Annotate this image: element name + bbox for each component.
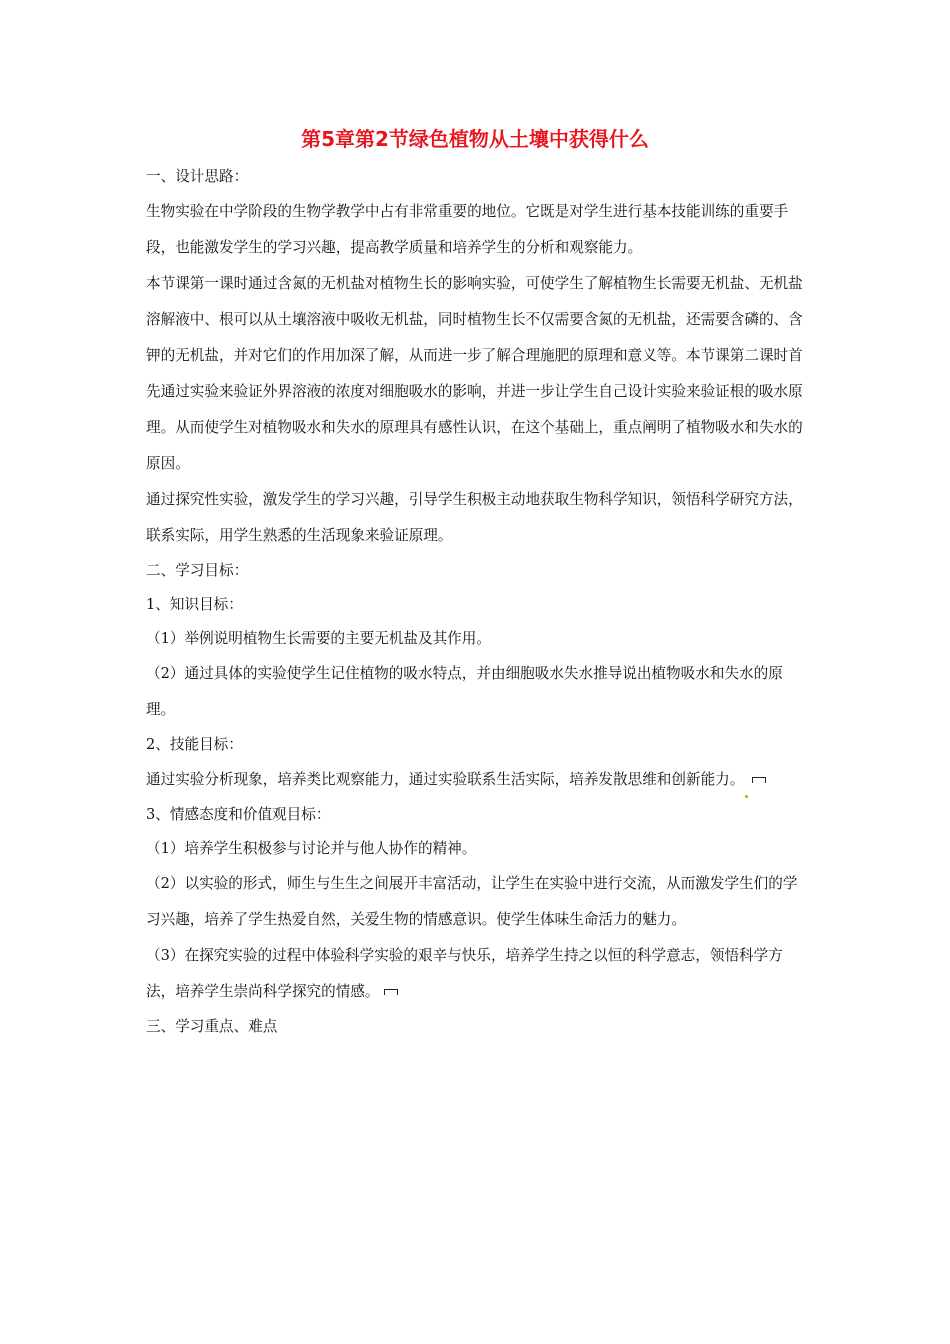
attitude-item-1: （1）培养学生积极参与讨论并与他人协作的精神。 <box>146 840 477 857</box>
paragraph-intro: 生物实验在中学阶段的生物学教学中占有非常重要的地位。它既是对学生进行基本技能训练的重要手段，也能激发学生的学习兴趣，提高教学质量和培养学生的分析和观察能力。 <box>146 203 789 256</box>
subheading-knowledge: 1、知识目标： <box>146 596 243 613</box>
paragraph-lesson-plan: 本节课第一课时通过含氮的无机盐对植物生长的影响实验，可使学生了解植物生长需要无机盐、无机盐溶解液中、根可以从土壤溶液中吸收无机盐，同时植物生长不仅需要含氮的无机盐，还需要含磷的、含钾的无机盐，并对它们的作用加深了解，从而进一步了解合理施肥的原理和意义等。本节课第二课时首先通过实验来验证外界溶液的浓度对细胞吸水的影响，并进一步让学生自己设计实验来验证根的吸水原理。从而使学生对植物吸水和失水的原理具有感性认识，在这个基础上，重点阐明了植物吸水和失水的原因。 <box>146 275 803 472</box>
knowledge-item-2: （2）通过具体的实验使学生记住植物的吸水特点，并由细胞吸水失水推导说出植物吸水和失水的原理。 <box>146 665 783 718</box>
paragraph-skills <box>146 762 810 798</box>
page-title: 第5章第2节绿色植物从土壤中获得什么 <box>301 127 649 151</box>
yellow-dot-mark <box>745 795 748 798</box>
section-heading-focus: 三、学习重点、难点 <box>146 1018 278 1035</box>
section-heading-goals: 二、学习目标： <box>146 562 249 579</box>
attitude-item-3-text: （3）在探究实验的过程中体验科学实验的艰辛与快乐，培养学生持之以恒的科学意志，领悟科学方法，培养学生崇尚科学探究的情感。 <box>146 947 783 1000</box>
knowledge-item-1: （1）举例说明植物生长需要的主要无机盐及其作用。 <box>146 630 491 647</box>
subheading-attitude: 3、情感态度和价值观目标： <box>146 806 331 823</box>
section-heading-design: 一、设计思路： <box>146 168 249 185</box>
attitude-item-2: （2）以实验的形式，师生与生生之间展开丰富活动，让学生在实验中进行交流，从而激发学生们的学习兴趣，培养了学生热爱自然，关爱生物的情感意识。使学生体味生命活力的魅力。 <box>146 875 798 928</box>
skills-text: 通过实验分析现象，培养类比观察能力，通过实验联系生活实际，培养发散思维和创新能力。 <box>146 771 745 788</box>
document-body <box>146 160 810 1044</box>
attitude-item-3 <box>146 938 810 1010</box>
subheading-skills: 2、技能目标： <box>146 736 243 753</box>
paragraph-inquiry: 通过探究性实验，激发学生的学习兴趣，引导学生积极主动地获取生物科学知识，领悟科学研究方法，联系实际，用学生熟悉的生活现象来验证原理。 <box>146 491 803 544</box>
paragraph-break-mark-icon <box>384 989 398 995</box>
paragraph-break-mark-icon <box>752 777 766 783</box>
